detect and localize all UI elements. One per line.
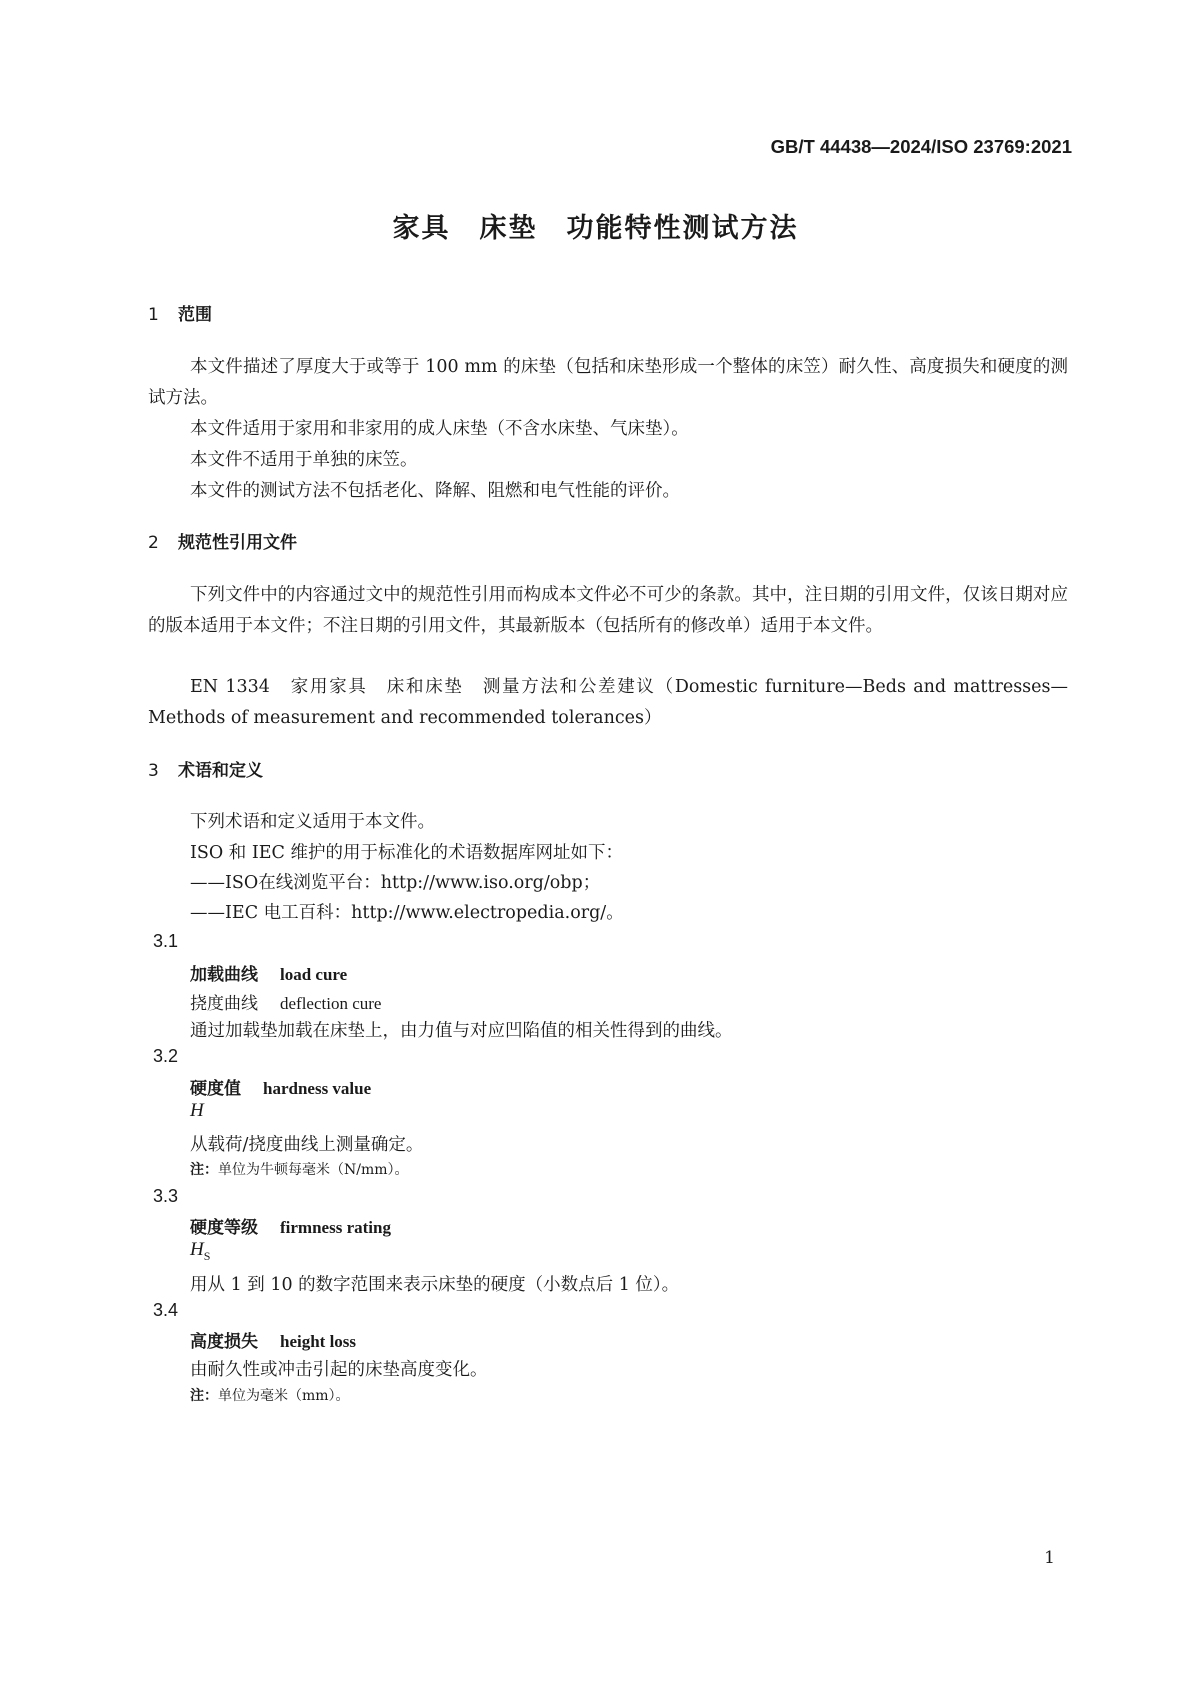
note-label: 注： — [190, 1388, 218, 1404]
section-title: 术语和定义 — [178, 761, 263, 781]
term-en: hardness value — [263, 1079, 372, 1098]
iec-electropedia-link-line: ——IEC 电工百科：http://www.electropedia.org/。 — [190, 903, 624, 923]
term-definition: 用从 1 到 10 的数字范围来表示床垫的硬度（小数点后 1 位）。 — [190, 1275, 680, 1295]
scope-paragraph-2: 本文件适用于家用和非家用的成人床垫（不含水床垫、气床垫）。 — [190, 419, 689, 439]
term-heading — [190, 1213, 391, 1238]
term-symbol — [190, 1239, 210, 1264]
page-number: 1 — [1044, 1548, 1055, 1568]
term-entry-number: 3.4 — [153, 1300, 179, 1320]
section-number: 3 — [148, 761, 159, 781]
section-2-heading — [148, 528, 297, 553]
term-entry-number: 3.2 — [153, 1046, 179, 1066]
standard-code: GB/T 44438—2024/ISO 23769:2021 — [770, 136, 1072, 157]
scope-paragraph-1: 本文件描述了厚度大于或等于 100 mm 的床垫（包括和床垫形成一个整体的床笠）耐久性、高度损失和硬度的测试方法。 — [148, 357, 1068, 408]
note-text: 单位为毫米（mm）。 — [218, 1388, 350, 1404]
document-title: 家具 床垫 功能特性测试方法 — [392, 213, 799, 244]
term-admitted-synonym — [190, 989, 381, 1014]
terms-intro-2: ISO 和 IEC 维护的用于标准化的术语数据库网址如下： — [190, 843, 624, 863]
term-entry-number: 3.3 — [153, 1186, 179, 1206]
term-alt-en: deflection cure — [280, 994, 382, 1013]
term-note — [190, 1159, 409, 1179]
term-entry-number: 3.1 — [153, 931, 179, 951]
term-definition: 从载荷/挠度曲线上测量确定。 — [190, 1135, 424, 1155]
symbol-base: H — [190, 1239, 204, 1260]
scope-paragraph-3: 本文件不适用于单独的床笠。 — [190, 450, 418, 470]
term-definition: 由耐久性或冲击引起的床垫高度变化。 — [190, 1360, 488, 1380]
term-zh: 硬度值 — [190, 1079, 241, 1099]
term-zh: 高度损失 — [190, 1332, 258, 1352]
term-en: height loss — [280, 1332, 357, 1351]
term-note — [190, 1385, 350, 1405]
term-heading — [190, 1327, 356, 1352]
section-title: 范围 — [178, 305, 212, 325]
term-en: load cure — [280, 965, 348, 984]
note-text: 单位为牛顿每毫米（N/mm）。 — [218, 1162, 409, 1178]
term-zh: 硬度等级 — [190, 1218, 258, 1238]
term-heading — [190, 1074, 371, 1099]
term-zh: 加载曲线 — [190, 965, 258, 985]
iso-obp-link-line: ——ISO在线浏览平台：http://www.iso.org/obp； — [190, 873, 601, 893]
term-definition: 通过加载垫加载在床垫上，由力值与对应凹陷值的相关性得到的曲线。 — [190, 1021, 733, 1041]
norm-refs-paragraph-2: EN 1334 家用家具 床和床垫 测量方法和公差建议（Domestic furniture—Beds and mattresses—Methods of measurement and recommended tolerances） — [148, 677, 1068, 728]
symbol-subscript: S — [203, 1248, 211, 1263]
note-label: 注： — [190, 1162, 218, 1178]
section-number: 2 — [148, 533, 159, 553]
term-en: firmness rating — [280, 1218, 391, 1237]
section-1-heading — [148, 300, 212, 325]
term-alt-zh: 挠度曲线 — [190, 994, 258, 1014]
term-symbol: H — [190, 1100, 204, 1121]
terms-intro-1: 下列术语和定义适用于本文件。 — [190, 812, 435, 832]
section-title: 规范性引用文件 — [178, 533, 297, 553]
norm-refs-paragraph-1: 下列文件中的内容通过文中的规范性引用而构成本文件必不可少的条款。其中，注日期的引用文件，仅该日期对应的版本适用于本文件；不注日期的引用文件，其最新版本（包括所有的修改单）适用于本文件。 — [148, 585, 1068, 636]
scope-paragraph-4: 本文件的测试方法不包括老化、降解、阻燃和电气性能的评价。 — [190, 481, 680, 501]
term-heading — [190, 960, 347, 985]
section-number: 1 — [148, 305, 159, 325]
section-3-heading — [148, 756, 263, 781]
